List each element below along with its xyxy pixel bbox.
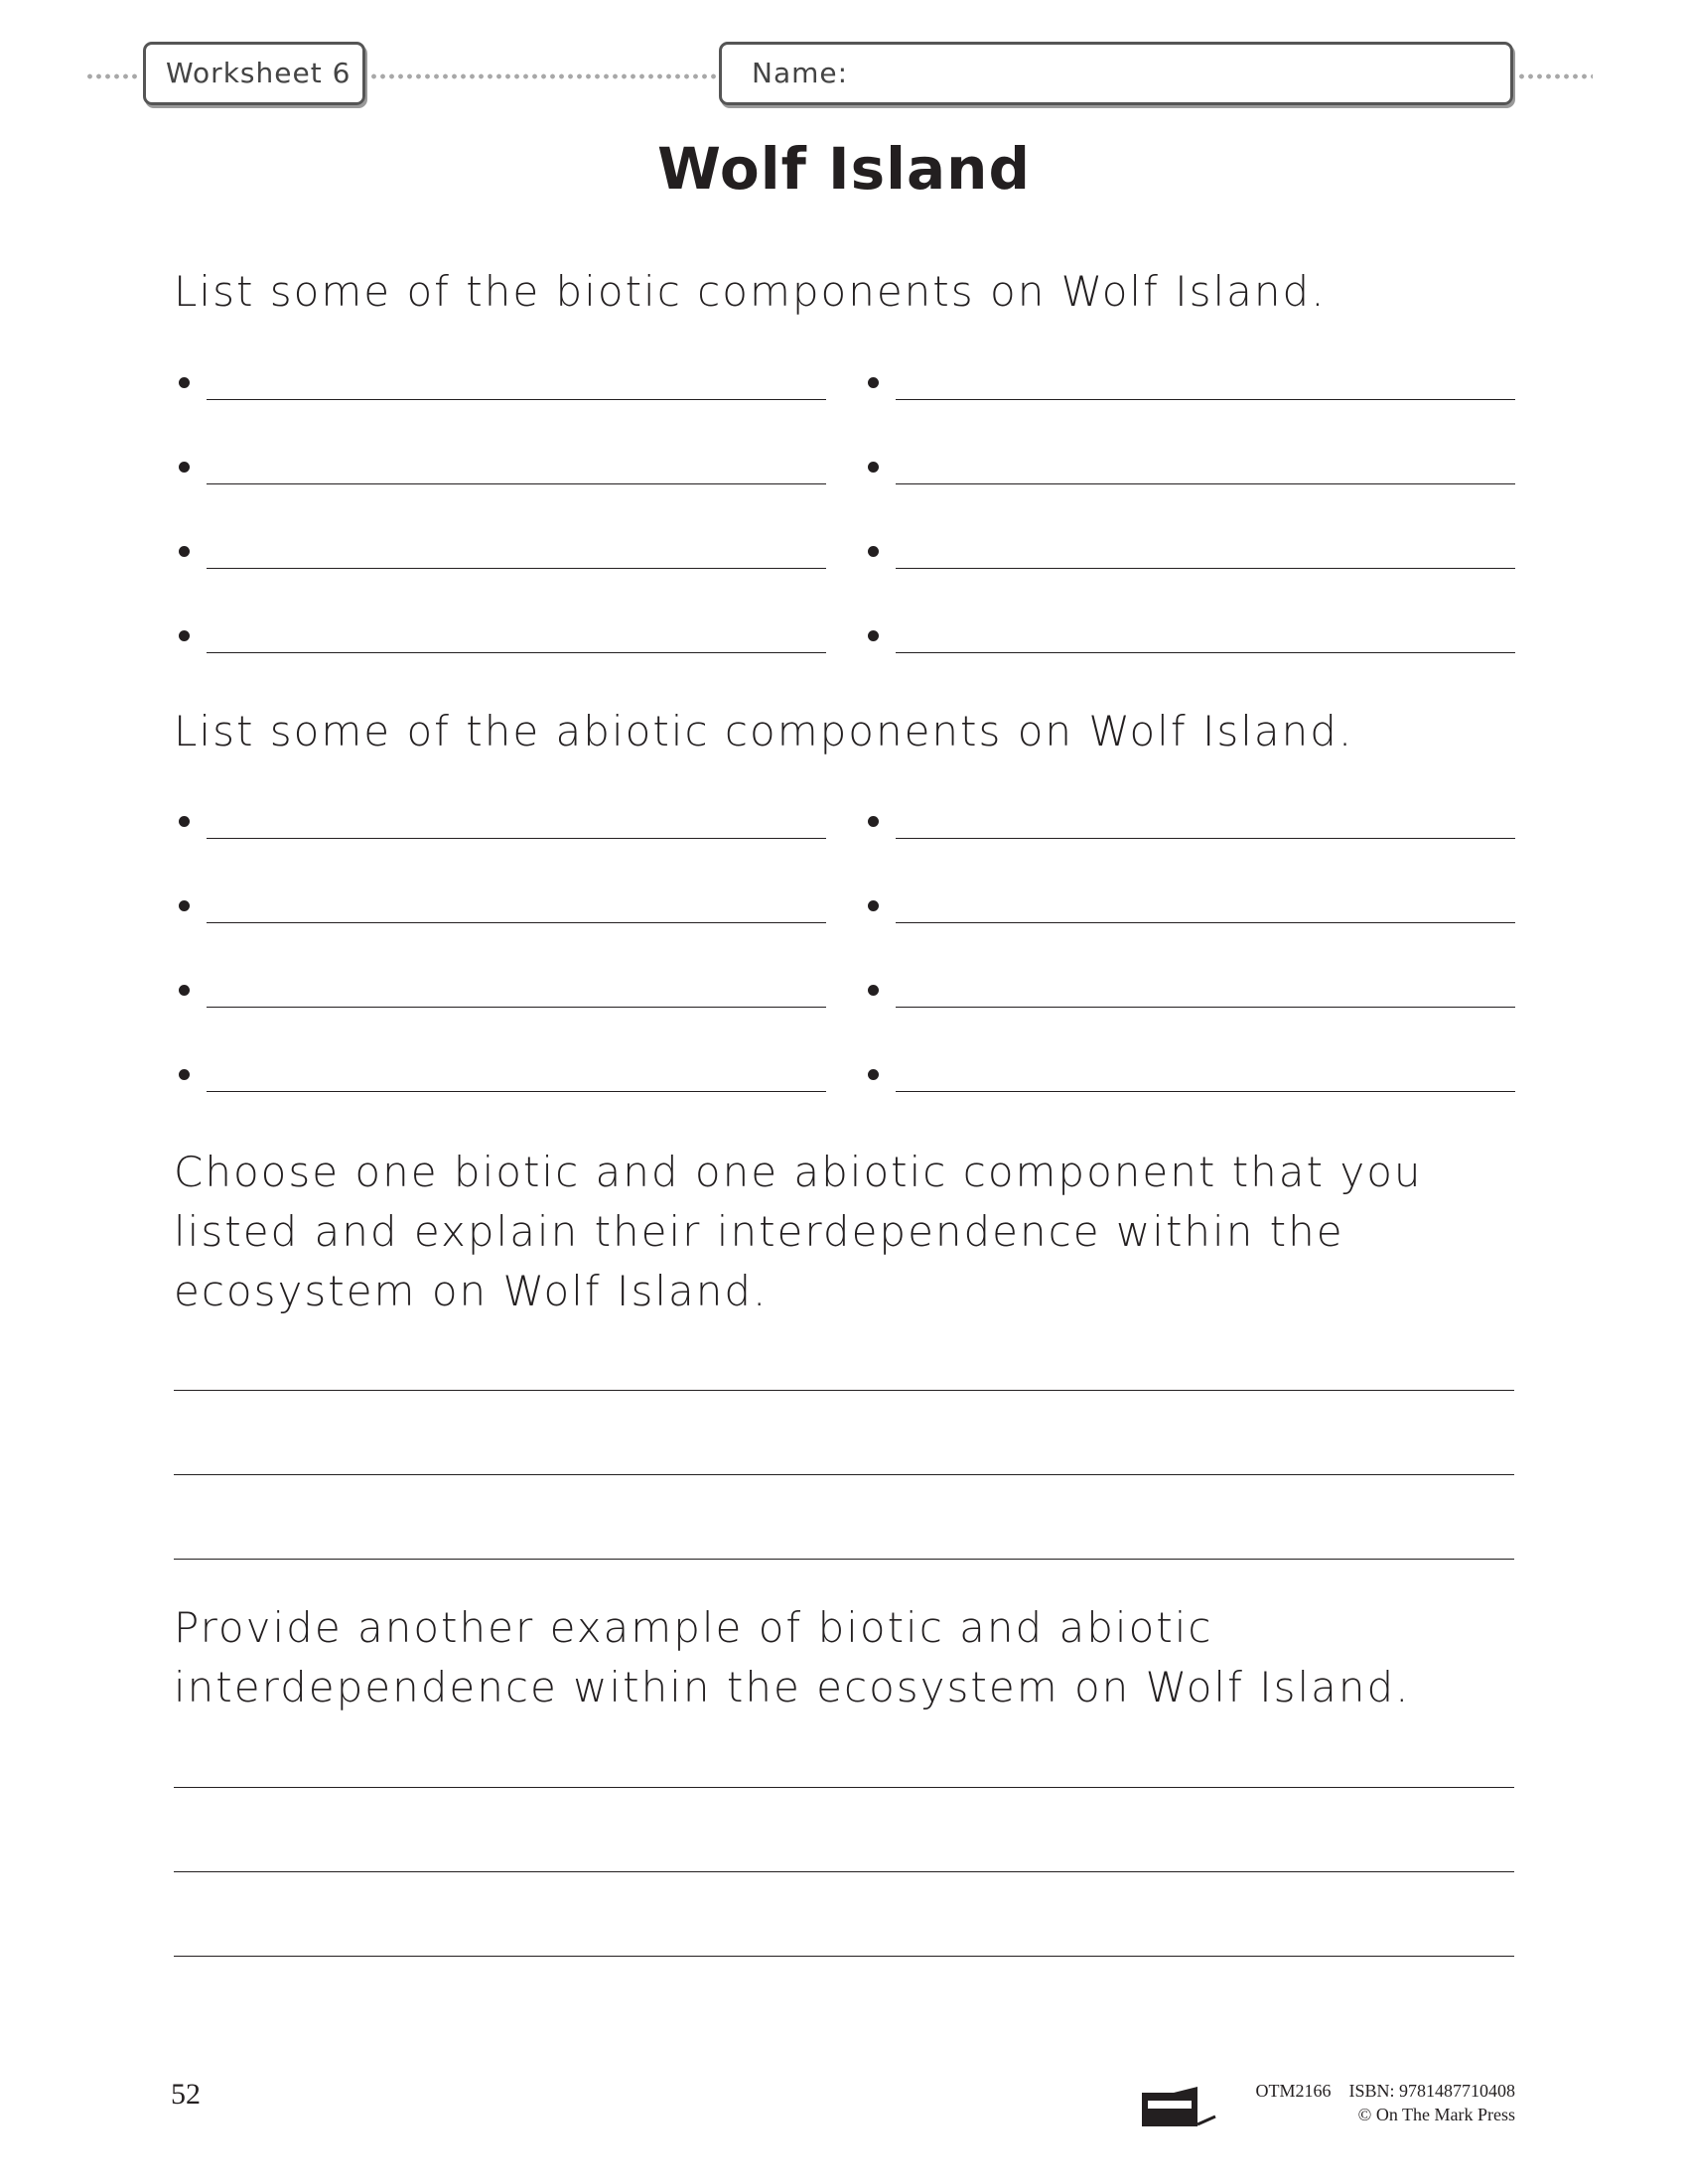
answer-line[interactable] (207, 399, 826, 400)
answer-line[interactable] (174, 1871, 1514, 1872)
page-number: 52 (171, 2078, 201, 2111)
page-title: Wolf Island (657, 135, 1031, 203)
abiotic-answer-2[interactable] (868, 800, 1515, 840)
bullet-icon (868, 900, 879, 911)
answer-line[interactable] (174, 1559, 1514, 1560)
publisher-logo-icon (1140, 2087, 1219, 2130)
answer-line[interactable] (174, 1956, 1514, 1957)
bullet-icon (179, 816, 190, 827)
answer-line[interactable] (896, 1007, 1515, 1008)
bullet-icon (179, 630, 190, 641)
question-2-prompt: List some of the abiotic components on Wolf Island. (174, 707, 1354, 755)
answer-line[interactable] (207, 483, 826, 484)
header-dots-middle (369, 73, 717, 79)
answer-line[interactable] (207, 568, 826, 569)
answer-line[interactable] (896, 838, 1515, 839)
biotic-answer-8[interactable] (868, 614, 1515, 654)
bullet-icon (868, 377, 879, 388)
bullet-icon (868, 462, 879, 473)
biotic-answer-2[interactable] (868, 361, 1515, 401)
isbn: ISBN: 9781487710408 (1348, 2081, 1515, 2101)
bullet-icon (179, 985, 190, 996)
header-dots-left (85, 73, 141, 79)
bullet-icon (868, 546, 879, 557)
bullet-icon (179, 900, 190, 911)
biotic-answer-1[interactable] (179, 361, 826, 401)
answer-line[interactable] (207, 1007, 826, 1008)
bullet-icon (868, 985, 879, 996)
abiotic-answer-4[interactable] (868, 885, 1515, 924)
worksheet-tab (143, 42, 365, 105)
answer-line[interactable] (896, 568, 1515, 569)
answer-line[interactable] (174, 1390, 1514, 1391)
bullet-icon (179, 377, 190, 388)
bullet-icon (179, 1069, 190, 1080)
name-label: Name: (752, 57, 849, 89)
abiotic-answer-7[interactable] (179, 1053, 826, 1093)
bullet-icon (868, 630, 879, 641)
abiotic-answer-1[interactable] (179, 800, 826, 840)
answer-line[interactable] (896, 399, 1515, 400)
abiotic-answer-5[interactable] (179, 969, 826, 1009)
copyright: © On The Mark Press (1357, 2105, 1515, 2124)
name-field[interactable] (719, 42, 1513, 105)
header-dots-right (1517, 73, 1593, 79)
biotic-answer-7[interactable] (179, 614, 826, 654)
footer-info (1237, 2079, 1515, 2126)
footer-code-row (1237, 2079, 1515, 2103)
question-4-prompt: Provide another example of biotic and abiotic interdependence within the ecosystem on Wolf Island. (174, 1603, 1411, 1711)
answer-line[interactable] (174, 1787, 1514, 1788)
answer-line[interactable] (896, 483, 1515, 484)
abiotic-answer-6[interactable] (868, 969, 1515, 1009)
abiotic-answer-3[interactable] (179, 885, 826, 924)
answer-line[interactable] (174, 1474, 1514, 1475)
biotic-answer-4[interactable] (868, 446, 1515, 485)
answer-line[interactable] (207, 1091, 826, 1092)
answer-line[interactable] (207, 652, 826, 653)
answer-line[interactable] (207, 922, 826, 923)
question-1-prompt: List some of the biotic components on Wolf Island. (174, 267, 1327, 316)
bullet-icon (868, 816, 879, 827)
abiotic-answer-8[interactable] (868, 1053, 1515, 1093)
question-3-prompt: Choose one biotic and one abiotic component that you listed and explain their interdependence within the ecosystem on Wolf Island. (174, 1148, 1423, 1315)
answer-line[interactable] (896, 922, 1515, 923)
answer-line[interactable] (896, 1091, 1515, 1092)
worksheet-label: Worksheet 6 (166, 57, 352, 89)
bullet-icon (868, 1069, 879, 1080)
product-code: OTM2166 (1255, 2081, 1332, 2101)
biotic-answer-5[interactable] (179, 530, 826, 570)
biotic-answer-6[interactable] (868, 530, 1515, 570)
bullet-icon (179, 462, 190, 473)
answer-line[interactable] (207, 838, 826, 839)
answer-line[interactable] (896, 652, 1515, 653)
biotic-answer-3[interactable] (179, 446, 826, 485)
bullet-icon (179, 546, 190, 557)
